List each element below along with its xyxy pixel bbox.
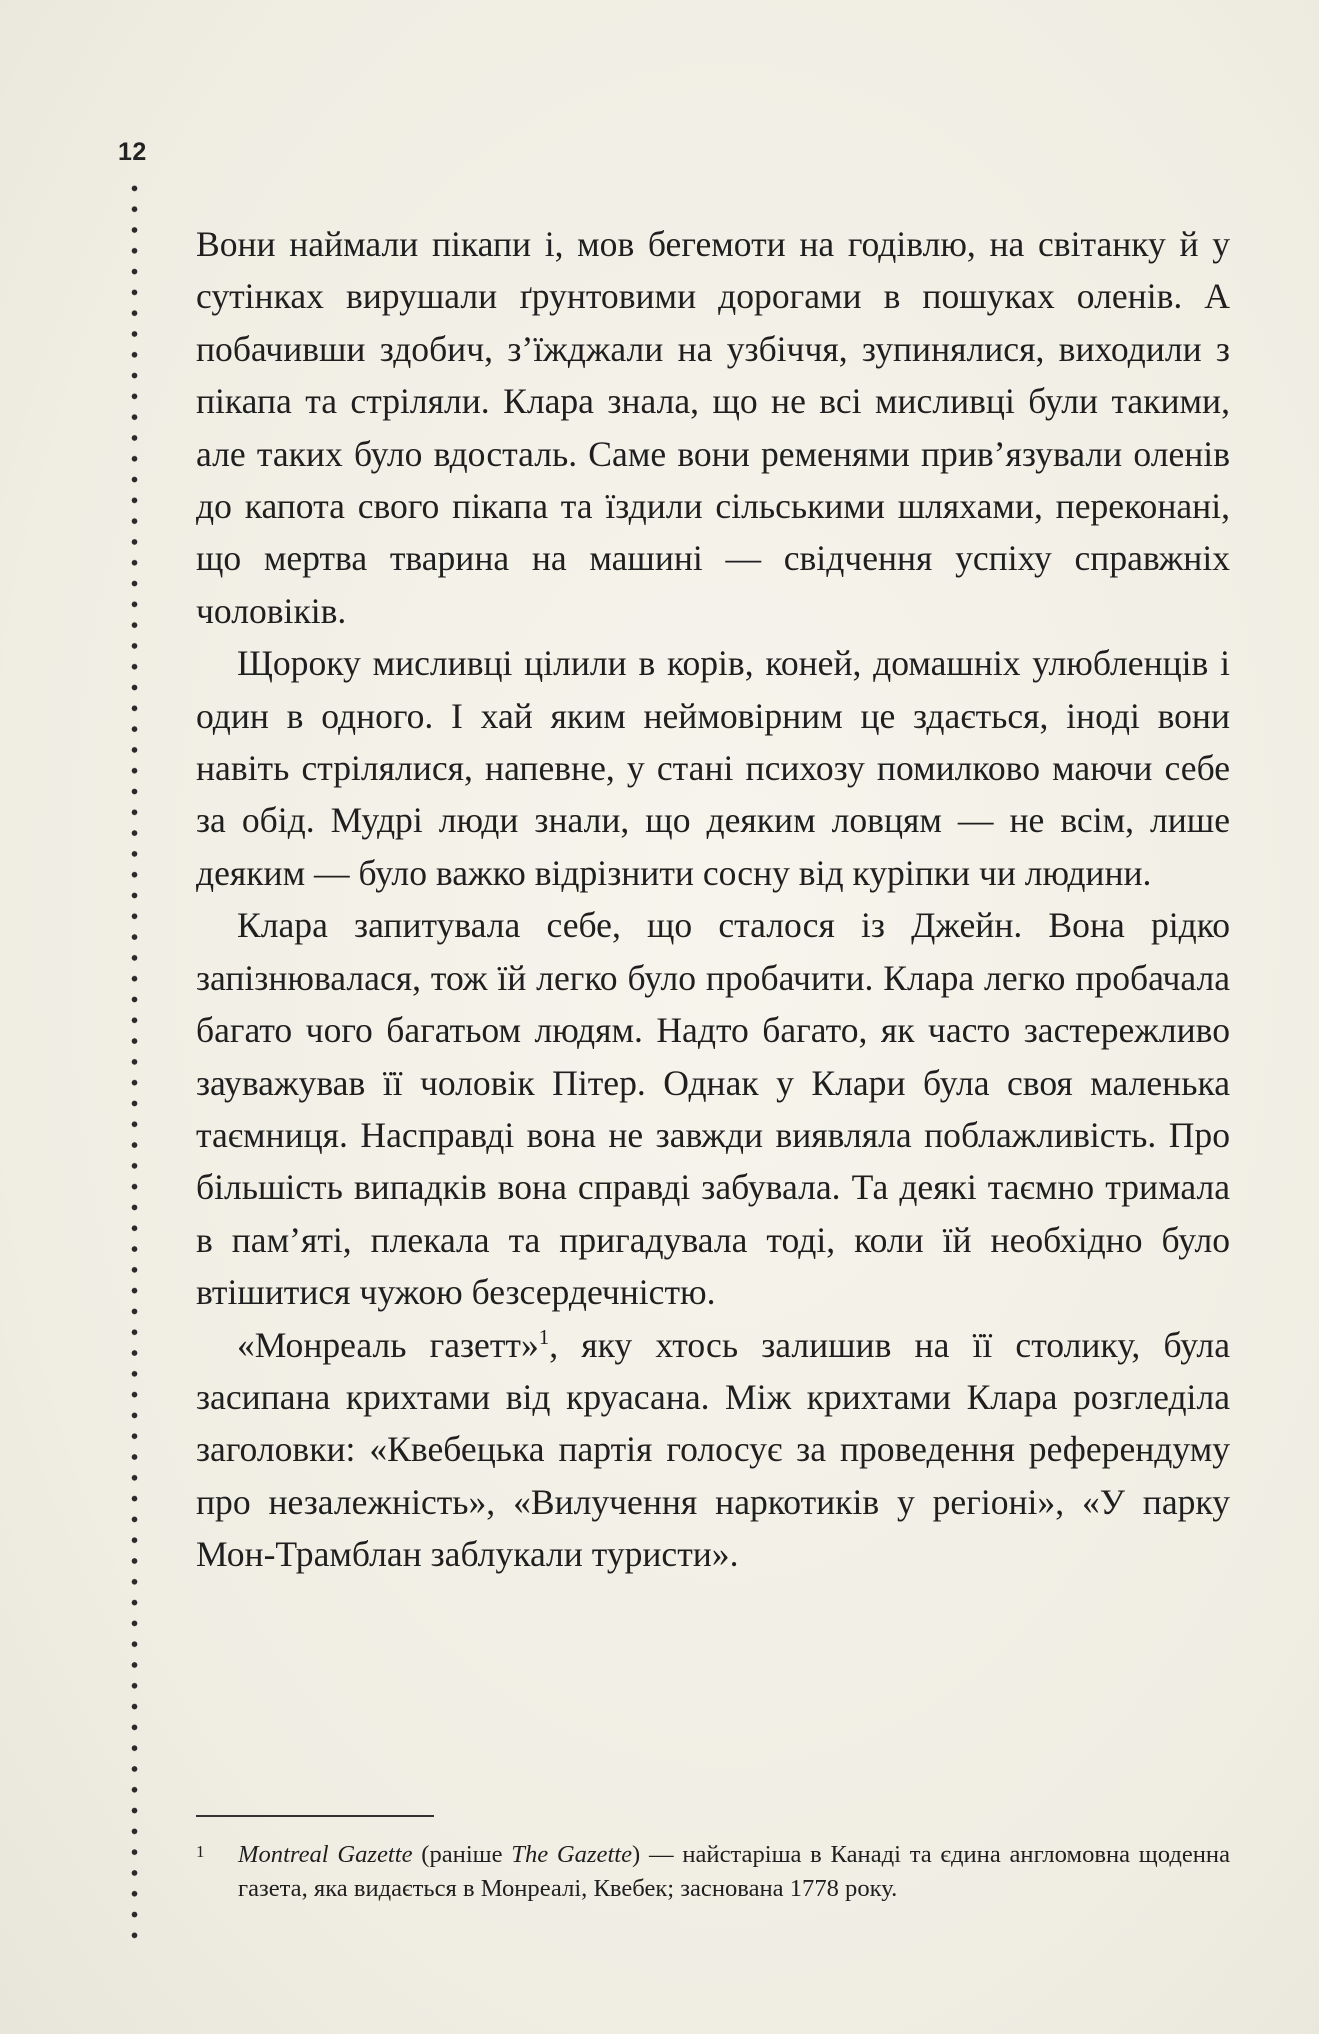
footnote-rest: ) — найстаріша в Канаді та єдина англомовна щоденна газета, яка видається в Монреалі, Квебек; заснована 1778 року. [238,1841,1230,1902]
footnote-divider [196,1815,434,1817]
paragraph-4 [196,1319,1230,1581]
page-number: 12 [118,138,147,166]
footnote-mark: 1 [196,1842,205,1861]
footnote-alt-title: The Gazette [511,1841,633,1868]
newspaper-name: «Монреаль газетт» [237,1324,539,1365]
paragraph-1: Вони наймали пікапи і, мов бегемоти на годівлю, на світанку й у сутінках вирушали ґрунтовими дорогами в пошуках оленів. А побачивши здобич, з’їжджали на узбіччя, зупинялися, виходили з пікапа та стріляли. Клара знала, що не всі мисливці були такими, але таких було вдосталь. Саме вони ременями прив’язували оленів до капота свого пікапа та їздили сільськими шляхами, переконані, що мертва тварина на машині — свідчення успіху справжніх чоловіків. [196,224,1230,631]
footnote-reference[interactable]: 1 [538,1324,550,1349]
footnote-middle: (раніше [412,1841,512,1868]
footnote-text [238,1838,1230,1905]
body-text [196,218,1230,1581]
footnote [196,1838,1230,1905]
paragraph-3: Клара запитувала себе, що сталося із Джейн. Вона рідко запізнювалася, тож їй легко було пробачити. Клара легко пробачала багато чого багатьом людям. Надто багато, як часто застережливо зауважував її чоловік Пітер. Однак у Клари була своя маленька таємниця. Насправді вона не завжди виявляла поблажливість. Про більшість випадків вона справді забувала. Та деякі таємно тримала в пам’яті, плекала та пригадувала тоді, коли їй необхідно було втішитися чужою безсердечністю. [196,905,1230,1313]
footnote-title: Montreal Gazette [238,1841,413,1868]
paragraph-4-text: , яку хтось залишив на її столику, була засипана крихтами від круасана. Між крихтами Клара розгледіла заголовки: «Квебецька партія голосує за проведення референдуму про незалежність», «Вилучення наркотиків у регіоні», «У парку Мон-Трамблан заблукали туристи». [196,1324,1230,1575]
paragraph-2: Щороку мисливці цілили в корів, коней, домашніх улюбленців і один в одного. І хай яким неймовірним це здається, іноді вони навіть стрілялися, напевне, у стані психозу помилково маючи себе за обід. Мудрі люди знали, що деяким ловцям — не всім, лише деяким — було важко відрізнити сосну від куріпки чи людини. [196,643,1230,893]
dotted-margin-rule [131,178,138,1948]
